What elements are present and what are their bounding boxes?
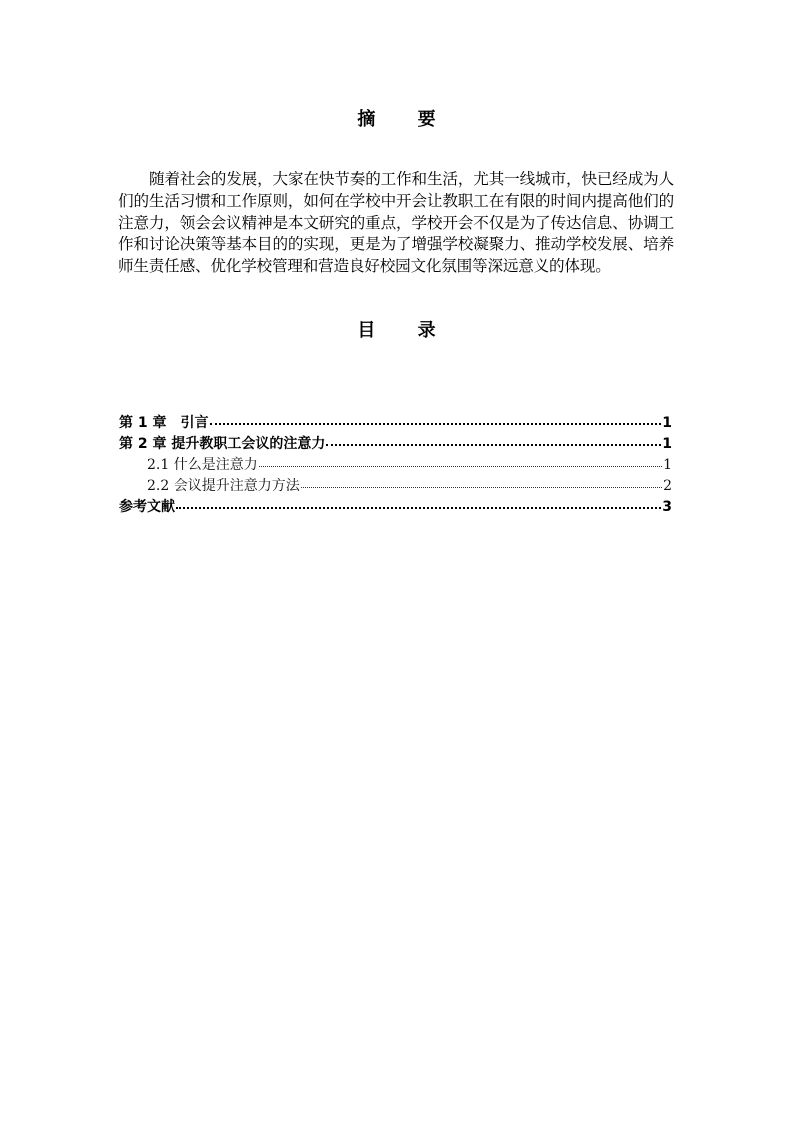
abstract-title: 摘 要 xyxy=(357,109,454,130)
toc-title: 目 录 xyxy=(357,320,454,341)
toc-leader-dots xyxy=(210,422,662,425)
toc-entry-chapter-1[interactable] xyxy=(119,413,672,434)
toc-entry-page: 2 xyxy=(663,478,672,494)
toc-entry-section-2-2[interactable] xyxy=(119,476,672,497)
toc-entry-label: 2.1 什么是注意力 xyxy=(147,457,258,473)
toc-entry-references[interactable] xyxy=(119,497,672,518)
toc-leader-dots xyxy=(301,486,662,488)
toc-leader-dots xyxy=(259,465,662,467)
toc-entry-label: 第 2 章 提升教职工会议的注意力 xyxy=(119,436,326,452)
toc-entry-page: 1 xyxy=(662,415,672,431)
toc-entry-section-2-1[interactable] xyxy=(119,455,672,476)
toc-entry-chapter-2[interactable] xyxy=(119,434,672,455)
toc-entry-page: 1 xyxy=(663,457,672,473)
toc-entry-page: 3 xyxy=(662,499,672,515)
toc-entry-label: 2.2 会议提升注意力方法 xyxy=(147,478,300,494)
toc-entry-label: 参考文献 xyxy=(119,499,175,515)
toc-leader-dots xyxy=(326,443,661,446)
table-of-contents xyxy=(119,413,672,518)
toc-leader-dots xyxy=(176,506,661,509)
toc-entry-page: 1 xyxy=(662,436,672,452)
toc-entry-label: 第 1 章 引言 xyxy=(119,415,209,431)
abstract-body: 随着社会的发展，大家在快节奏的工作和生活，尤其一线城市，快已经成为人们的生活习惯和工作原则，如何在学校中开会让教职工在有限的时间内提高他们的注意力，领会会议精神是本文研究的重点，学校开会不仅是为了传达信息、协调工作和讨论决策等基本目的的实现，更是为了增强学校凝聚力、推动学校发展、培养师生责任感、优化学校管理和营造良好校园文化氛围等深远意义的体现。 xyxy=(118,170,674,276)
